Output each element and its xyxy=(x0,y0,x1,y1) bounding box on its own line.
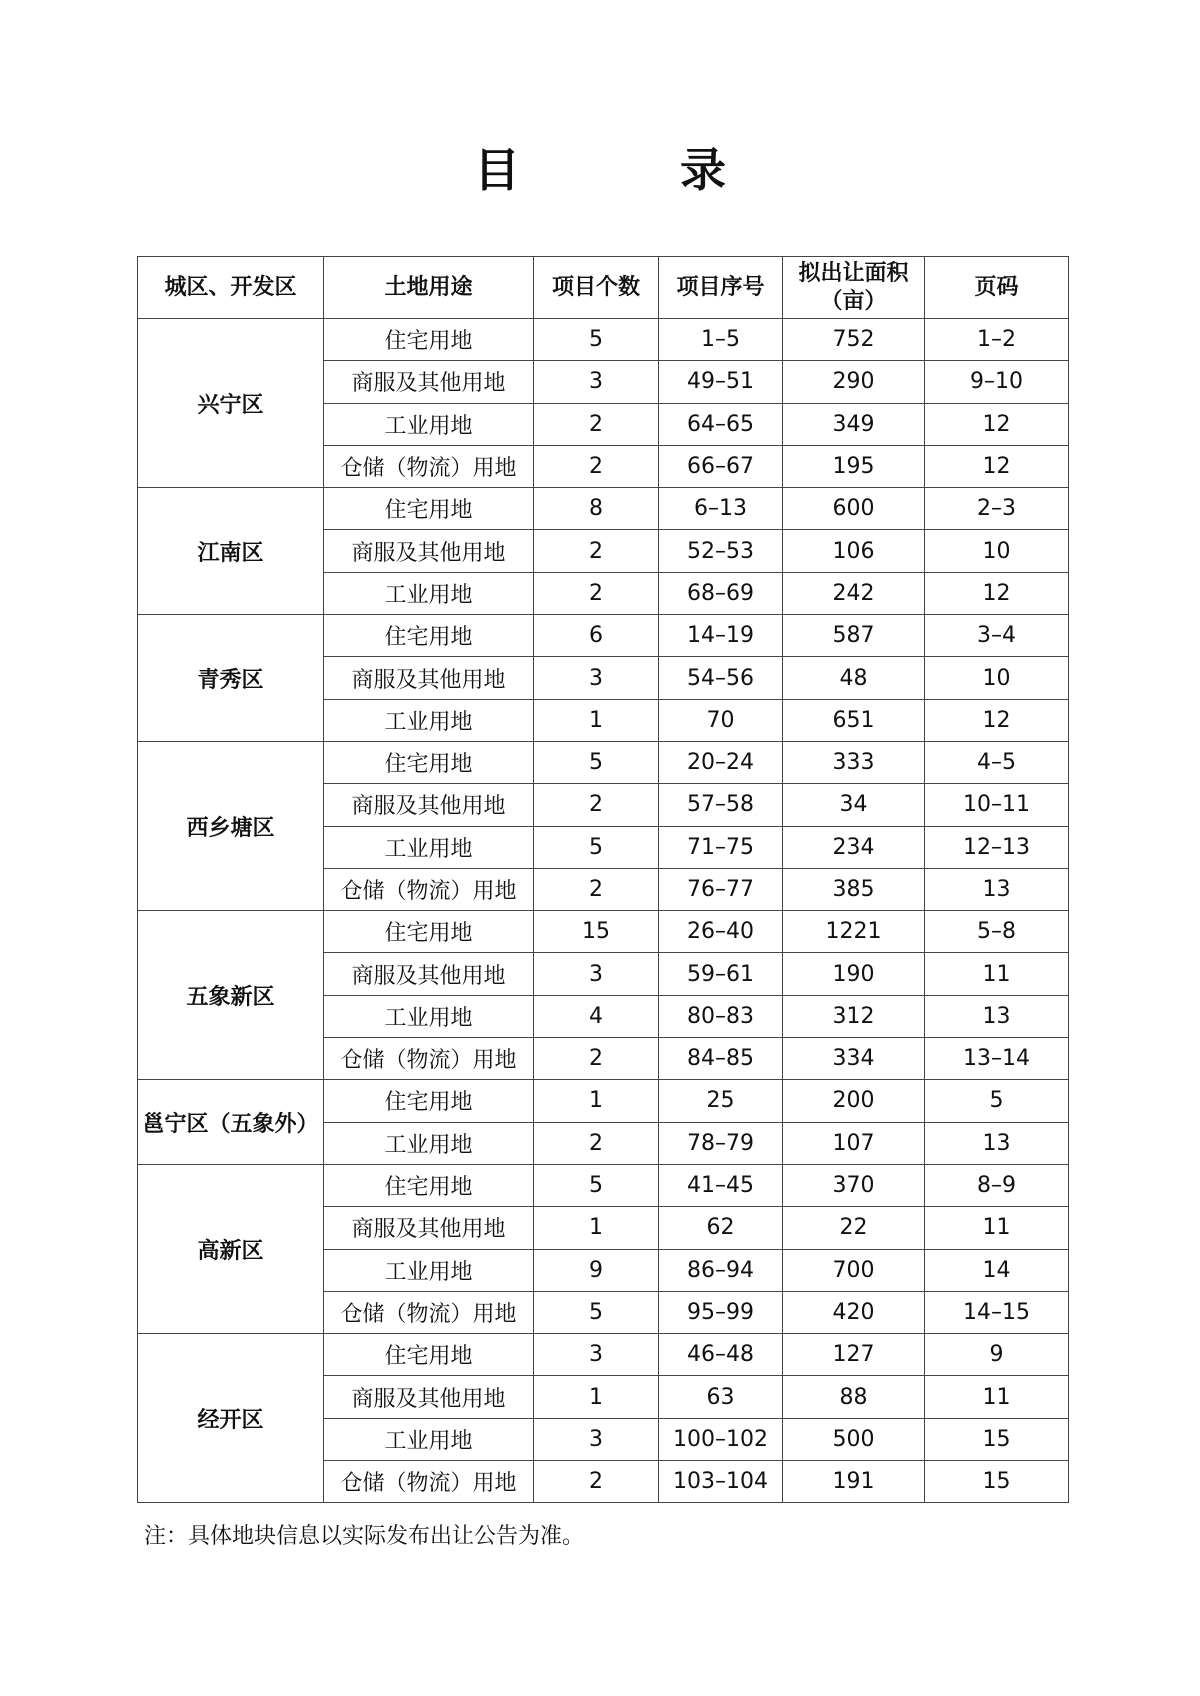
cell-project-count: 2 xyxy=(534,1038,659,1080)
cell-district: 江南区 xyxy=(138,488,324,615)
cell-project-count: 5 xyxy=(534,1164,659,1206)
cell-land-use: 住宅用地 xyxy=(324,1080,534,1122)
cell-area: 234 xyxy=(783,826,925,868)
cell-project-serial: 86–94 xyxy=(659,1249,783,1291)
cell-area: 107 xyxy=(783,1122,925,1164)
cell-project-serial: 63 xyxy=(659,1376,783,1418)
cell-area: 200 xyxy=(783,1080,925,1122)
table-row xyxy=(138,741,1069,783)
cell-area: 34 xyxy=(783,784,925,826)
cell-page: 12–13 xyxy=(925,826,1069,868)
cell-page: 10 xyxy=(925,657,1069,699)
cell-area: 195 xyxy=(783,445,925,487)
header-project-serial: 项目序号 xyxy=(659,257,783,319)
cell-area: 600 xyxy=(783,488,925,530)
header-district: 城区、开发区 xyxy=(138,257,324,319)
cell-page: 13 xyxy=(925,1122,1069,1164)
cell-land-use: 工业用地 xyxy=(324,826,534,868)
cell-project-serial: 6–13 xyxy=(659,488,783,530)
cell-area: 290 xyxy=(783,361,925,403)
cell-project-serial: 76–77 xyxy=(659,868,783,910)
cell-project-serial: 20–24 xyxy=(659,741,783,783)
table-row xyxy=(138,319,1069,361)
cell-project-count: 1 xyxy=(534,1080,659,1122)
cell-project-count: 9 xyxy=(534,1249,659,1291)
table-row xyxy=(138,1334,1069,1376)
land-transfer-table xyxy=(137,256,1069,1503)
cell-page: 2–3 xyxy=(925,488,1069,530)
cell-district: 经开区 xyxy=(138,1334,324,1503)
cell-project-count: 2 xyxy=(534,530,659,572)
cell-project-serial: 54–56 xyxy=(659,657,783,699)
cell-page: 4–5 xyxy=(925,741,1069,783)
cell-area: 48 xyxy=(783,657,925,699)
cell-project-serial: 1–5 xyxy=(659,319,783,361)
cell-project-count: 2 xyxy=(534,572,659,614)
header-area-line1: 拟出让面积 xyxy=(798,260,909,286)
cell-project-serial: 41–45 xyxy=(659,1164,783,1206)
cell-area: 370 xyxy=(783,1164,925,1206)
cell-page: 15 xyxy=(925,1461,1069,1503)
cell-project-serial: 59–61 xyxy=(659,953,783,995)
cell-page: 12 xyxy=(925,572,1069,614)
cell-area: 333 xyxy=(783,741,925,783)
cell-area: 1221 xyxy=(783,911,925,953)
cell-page: 13–14 xyxy=(925,1038,1069,1080)
cell-project-serial: 70 xyxy=(659,699,783,741)
cell-land-use: 商服及其他用地 xyxy=(324,953,534,995)
cell-land-use: 工业用地 xyxy=(324,1418,534,1460)
cell-land-use: 住宅用地 xyxy=(324,1164,534,1206)
cell-page: 5–8 xyxy=(925,911,1069,953)
cell-area: 587 xyxy=(783,615,925,657)
cell-project-serial: 46–48 xyxy=(659,1334,783,1376)
cell-land-use: 仓储（物流）用地 xyxy=(324,1291,534,1333)
table-row xyxy=(138,1164,1069,1206)
cell-land-use: 商服及其他用地 xyxy=(324,1207,534,1249)
cell-page: 8–9 xyxy=(925,1164,1069,1206)
cell-area: 88 xyxy=(783,1376,925,1418)
cell-land-use: 商服及其他用地 xyxy=(324,361,534,403)
header-project-count: 项目个数 xyxy=(534,257,659,319)
cell-land-use: 商服及其他用地 xyxy=(324,1376,534,1418)
cell-area: 752 xyxy=(783,319,925,361)
cell-project-count: 3 xyxy=(534,953,659,995)
cell-project-serial: 103–104 xyxy=(659,1461,783,1503)
cell-land-use: 仓储（物流）用地 xyxy=(324,868,534,910)
cell-land-use: 工业用地 xyxy=(324,572,534,614)
cell-page: 1–2 xyxy=(925,319,1069,361)
cell-land-use: 住宅用地 xyxy=(324,911,534,953)
cell-project-serial: 68–69 xyxy=(659,572,783,614)
cell-area: 420 xyxy=(783,1291,925,1333)
cell-page: 12 xyxy=(925,699,1069,741)
cell-area: 334 xyxy=(783,1038,925,1080)
cell-project-serial: 95–99 xyxy=(659,1291,783,1333)
cell-land-use: 工业用地 xyxy=(324,1122,534,1164)
cell-page: 12 xyxy=(925,445,1069,487)
cell-land-use: 住宅用地 xyxy=(324,615,534,657)
cell-project-count: 1 xyxy=(534,1207,659,1249)
table-header xyxy=(138,257,1069,319)
cell-project-count: 2 xyxy=(534,445,659,487)
cell-area: 700 xyxy=(783,1249,925,1291)
cell-page: 15 xyxy=(925,1418,1069,1460)
cell-district: 青秀区 xyxy=(138,615,324,742)
cell-project-count: 5 xyxy=(534,319,659,361)
cell-project-count: 5 xyxy=(534,1291,659,1333)
cell-project-count: 6 xyxy=(534,615,659,657)
cell-area: 106 xyxy=(783,530,925,572)
table-row xyxy=(138,488,1069,530)
cell-land-use: 仓储（物流）用地 xyxy=(324,1038,534,1080)
cell-project-count: 2 xyxy=(534,784,659,826)
cell-page: 12 xyxy=(925,403,1069,445)
header-area xyxy=(783,257,925,319)
cell-project-count: 3 xyxy=(534,657,659,699)
cell-project-serial: 84–85 xyxy=(659,1038,783,1080)
cell-district: 五象新区 xyxy=(138,911,324,1080)
cell-project-serial: 25 xyxy=(659,1080,783,1122)
header-area-line2: （亩） xyxy=(820,288,887,314)
cell-land-use: 住宅用地 xyxy=(324,488,534,530)
cell-project-serial: 49–51 xyxy=(659,361,783,403)
cell-district: 高新区 xyxy=(138,1164,324,1333)
table-row xyxy=(138,1080,1069,1122)
table-row xyxy=(138,615,1069,657)
cell-land-use: 工业用地 xyxy=(324,699,534,741)
cell-project-serial: 62 xyxy=(659,1207,783,1249)
cell-project-serial: 66–67 xyxy=(659,445,783,487)
page-title: 目 录 xyxy=(473,143,798,197)
cell-page: 9–10 xyxy=(925,361,1069,403)
header-page: 页码 xyxy=(925,257,1069,319)
cell-project-serial: 80–83 xyxy=(659,995,783,1037)
cell-project-serial: 57–58 xyxy=(659,784,783,826)
cell-page: 13 xyxy=(925,868,1069,910)
cell-district: 兴宁区 xyxy=(138,319,324,488)
cell-project-count: 3 xyxy=(534,1418,659,1460)
cell-project-count: 8 xyxy=(534,488,659,530)
cell-land-use: 商服及其他用地 xyxy=(324,784,534,826)
cell-project-count: 15 xyxy=(534,911,659,953)
cell-project-count: 1 xyxy=(534,699,659,741)
cell-project-count: 2 xyxy=(534,1461,659,1503)
cell-page: 5 xyxy=(925,1080,1069,1122)
cell-area: 127 xyxy=(783,1334,925,1376)
cell-area: 191 xyxy=(783,1461,925,1503)
cell-project-count: 2 xyxy=(534,868,659,910)
cell-page: 11 xyxy=(925,953,1069,995)
cell-page: 10–11 xyxy=(925,784,1069,826)
cell-area: 651 xyxy=(783,699,925,741)
cell-land-use: 商服及其他用地 xyxy=(324,657,534,699)
cell-land-use: 住宅用地 xyxy=(324,319,534,361)
cell-area: 190 xyxy=(783,953,925,995)
cell-land-use: 仓储（物流）用地 xyxy=(324,1461,534,1503)
cell-project-count: 3 xyxy=(534,361,659,403)
cell-area: 312 xyxy=(783,995,925,1037)
table-row xyxy=(138,911,1069,953)
footnote: 注：具体地块信息以实际发布出让公告为准。 xyxy=(144,1524,585,1549)
cell-project-serial: 14–19 xyxy=(659,615,783,657)
cell-land-use: 商服及其他用地 xyxy=(324,530,534,572)
cell-land-use: 住宅用地 xyxy=(324,1334,534,1376)
cell-page: 3–4 xyxy=(925,615,1069,657)
cell-land-use: 工业用地 xyxy=(324,995,534,1037)
cell-project-count: 2 xyxy=(534,1122,659,1164)
cell-land-use: 住宅用地 xyxy=(324,741,534,783)
cell-area: 385 xyxy=(783,868,925,910)
cell-area: 22 xyxy=(783,1207,925,1249)
cell-district: 邕宁区（五象外） xyxy=(138,1080,324,1165)
cell-project-serial: 100–102 xyxy=(659,1418,783,1460)
cell-project-count: 1 xyxy=(534,1376,659,1418)
cell-project-serial: 26–40 xyxy=(659,911,783,953)
cell-page: 14–15 xyxy=(925,1291,1069,1333)
cell-project-count: 3 xyxy=(534,1334,659,1376)
cell-project-serial: 64–65 xyxy=(659,403,783,445)
cell-project-serial: 52–53 xyxy=(659,530,783,572)
cell-land-use: 工业用地 xyxy=(324,403,534,445)
cell-area: 500 xyxy=(783,1418,925,1460)
cell-project-count: 5 xyxy=(534,741,659,783)
cell-project-count: 4 xyxy=(534,995,659,1037)
header-land-use: 土地用途 xyxy=(324,257,534,319)
cell-area: 349 xyxy=(783,403,925,445)
cell-page: 9 xyxy=(925,1334,1069,1376)
cell-page: 11 xyxy=(925,1376,1069,1418)
cell-project-count: 5 xyxy=(534,826,659,868)
cell-project-serial: 71–75 xyxy=(659,826,783,868)
cell-page: 13 xyxy=(925,995,1069,1037)
cell-land-use: 仓储（物流）用地 xyxy=(324,445,534,487)
table-body xyxy=(138,319,1069,1503)
header-row xyxy=(138,257,1069,319)
cell-page: 11 xyxy=(925,1207,1069,1249)
cell-district: 西乡塘区 xyxy=(138,741,324,910)
cell-page: 10 xyxy=(925,530,1069,572)
cell-area: 242 xyxy=(783,572,925,614)
cell-project-count: 2 xyxy=(534,403,659,445)
cell-page: 14 xyxy=(925,1249,1069,1291)
cell-land-use: 工业用地 xyxy=(324,1249,534,1291)
cell-project-serial: 78–79 xyxy=(659,1122,783,1164)
